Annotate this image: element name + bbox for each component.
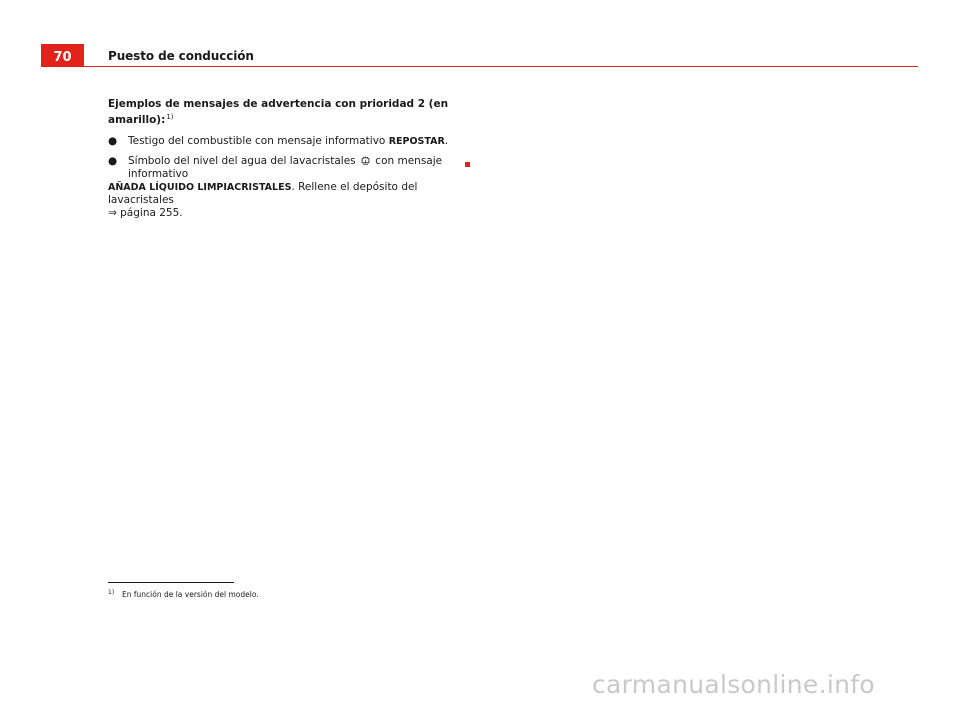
list-item-text-middle: con mensaje informativo [128, 155, 443, 180]
footnote [108, 590, 259, 600]
page-number: 70 [41, 44, 84, 67]
page-title: Puesto de conducción [108, 49, 254, 63]
bullet-dot: ● [108, 155, 118, 167]
footnote-reference: 1) [166, 113, 174, 121]
header-divider [84, 66, 918, 67]
list-item-text-end: . [444, 135, 449, 147]
section-heading-text: Ejemplos de mensajes de advertencia con prioridad 2 (en amarillo): [108, 98, 449, 126]
list-item-text-end: . Rellene el depósito del lavacristales [108, 181, 418, 206]
list-item-text: Testigo del combustible con mensaje informativo [128, 135, 389, 147]
list-item-text: Símbolo del nivel del agua del lavacristales [128, 155, 359, 167]
list-item-first-line [108, 155, 478, 181]
windshield-washer-icon [361, 156, 370, 165]
list-item-fuel-warning [108, 135, 478, 148]
page-reference: ⇒ página 255. [108, 207, 183, 219]
info-message-repostar: REPOSTAR [388, 136, 445, 147]
info-message-anada-liquido: AÑADA LÍQUIDO LIMPIACRISTALES [108, 182, 292, 193]
footnote-text: En función de la versión del modelo. [122, 590, 259, 599]
section-heading [108, 98, 478, 127]
main-content [108, 98, 478, 227]
footnote-divider [108, 582, 234, 583]
watermark: carmanualsonline.info [592, 670, 875, 699]
bullet-dot: ● [108, 135, 118, 147]
list-item-washer-warning [108, 155, 478, 220]
footnote-mark: 1) [108, 589, 115, 596]
section-end-marker [465, 162, 470, 167]
